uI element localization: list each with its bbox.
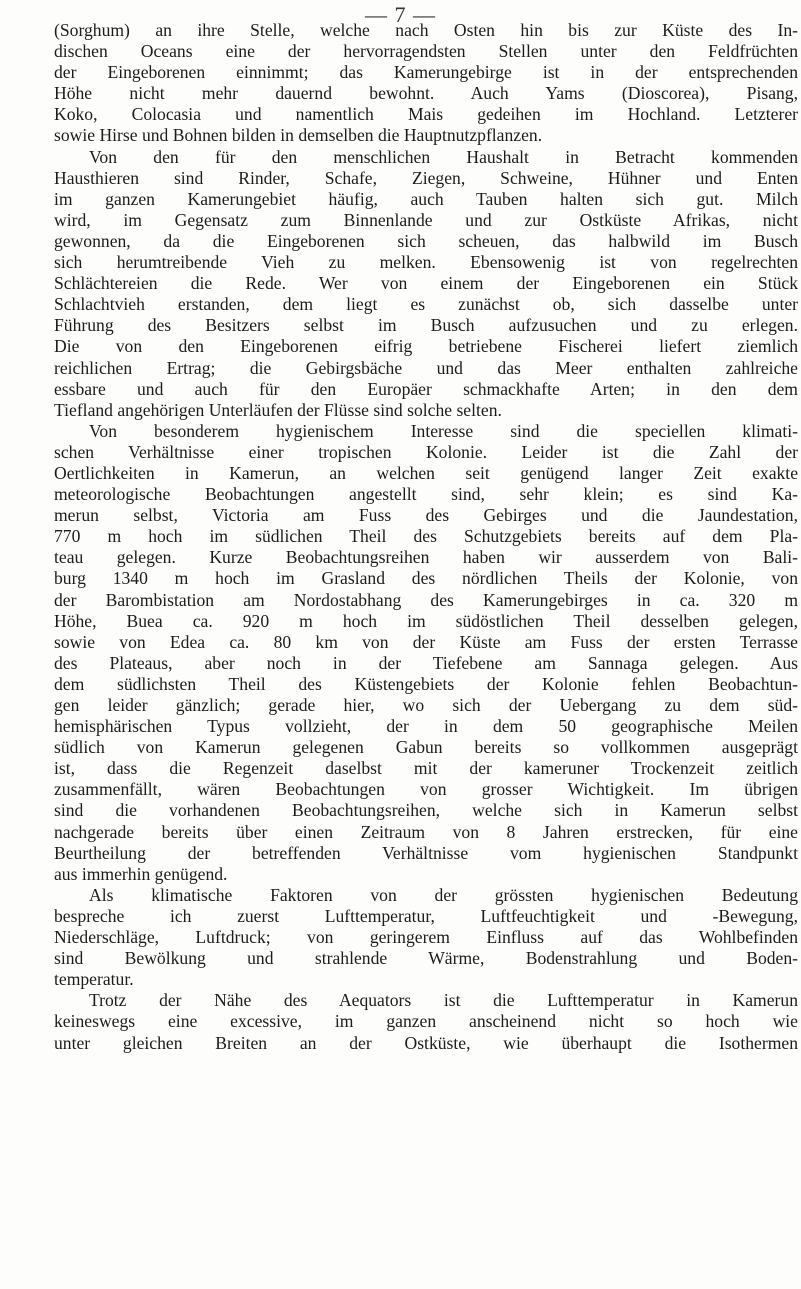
text-line: sich herumtreibende Vieh zu melken. Ebensowenig ist von regelrechten — [54, 252, 798, 273]
text-line: schen Verhältnisse einer tropischen Kolonie. Leider ist die Zahl der — [54, 441, 798, 462]
text-line: Von besonderem hygienischem Interesse sind die speciellen klimati- — [89, 420, 798, 441]
text-line: Oertlichkeiten in Kamerun, an welchen seit genügend langer Zeit exakte — [54, 462, 798, 483]
text-line: unter gleichen Breiten an der Ostküste, wie überhaupt die Isothermen — [54, 1032, 798, 1053]
text-line: temperatur. — [54, 969, 134, 990]
text-line: hemisphärischen Typus vollzieht, der in dem 50 geographische Meilen — [54, 716, 798, 737]
text-line: Hausthieren sind Rinder, Schafe, Ziegen, Schweine, Hühner und Enten — [54, 167, 798, 188]
text-line: merun selbst, Victoria am Fuss des Gebirges und die Jaundestation, — [54, 505, 798, 526]
body-text — [54, 20, 798, 1054]
text-line: der Eingeborenen einnimmt; das Kamerungebirge ist in der entsprechenden — [54, 62, 798, 83]
text-line: Als klimatische Faktoren von der grössten hygienischen Bedeutung — [89, 884, 798, 905]
text-line: südlich von Kamerun gelegenen Gabun bereits so vollkommen ausgeprägt — [54, 737, 798, 758]
text-line: Trotz der Nähe des Aequators ist die Lufttemperatur in Kamerun — [89, 990, 798, 1011]
text-line: wird, im Gegensatz zum Binnenlande und zur Ostküste Afrikas, nicht — [54, 209, 798, 230]
text-line: Von den für den menschlichen Haushalt in Betracht kommenden — [89, 146, 798, 167]
text-line: sind Bewölkung und strahlende Wärme, Bodenstrahlung und Boden- — [54, 948, 798, 969]
text-line: sowie von Edea ca. 80 km von der Küste am Fuss der ersten Terrasse — [54, 631, 798, 652]
text-line: gewonnen, da die Eingeborenen sich scheuen, das halbwild im Busch — [54, 230, 798, 251]
text-line: Höhe, Buea ca. 920 m hoch im südöstlichen Theil desselben gelegen, — [54, 610, 798, 631]
text-line: ist, dass die Regenzeit daselbst mit der kameruner Trockenzeit zeitlich — [54, 758, 798, 779]
text-line: Beurtheilung der betreffenden Verhältnisse vom hygienischen Standpunkt — [54, 842, 798, 863]
text-line: dischen Oceans eine der hervorragendsten Stellen unter den Feldfrüchten — [54, 41, 798, 62]
text-line: bespreche ich zuerst Lufttemperatur, Luftfeuchtigkeit und -Bewegung, — [54, 905, 798, 926]
text-line: der Barombistation am Nordostabhang des Kamerungebirges in ca. 320 m — [54, 589, 798, 610]
text-line: zusammenfällt, wären Beobachtungen von grosser Wichtigkeit. Im übrigen — [54, 779, 798, 800]
text-line: Höhe nicht mehr dauernd bewohnt. Auch Yams (Dioscorea), Pisang, — [54, 83, 798, 104]
text-line: (Sorghum) an ihre Stelle, welche nach Osten hin bis zur Küste des In- — [54, 20, 798, 40]
text-line: nachgerade bereits über einen Zeitraum von 8 Jahren erstrecken, für eine — [54, 821, 798, 842]
text-line: im ganzen Kamerungebiet häufig, auch Tauben halten sich gut. Milch — [54, 188, 798, 209]
text-line: keineswegs eine excessive, im ganzen anscheinend nicht so hoch wie — [54, 1011, 798, 1032]
text-line: gen leider gänzlich; gerade hier, wo sich der Uebergang zu dem süd- — [54, 695, 798, 715]
text-line: sowie Hirse und Bohnen bilden in demselben die Hauptnutzpflanzen. — [54, 125, 543, 146]
text-line: aus immerhin genügend. — [54, 863, 228, 884]
text-line: essbare und auch für den Europäer schmackhafte Arten; in den dem — [54, 378, 798, 399]
text-line: 770 m hoch im südlichen Theil des Schutzgebiets bereits auf dem Pla- — [54, 526, 798, 547]
text-line: Schlachtvieh erstanden, dem liegt es zunächst ob, sich dasselbe unter — [54, 294, 798, 315]
page-number: — 7 — — [365, 2, 436, 27]
text-line: Führung des Besitzers selbst im Busch aufzusuchen und zu erlegen. — [54, 315, 798, 336]
text-line: sind die vorhandenen Beobachtungsreihen, welche sich in Kamerun selbst — [54, 800, 798, 821]
text-line: burg 1340 m hoch im Grasland des nördlichen Theils der Kolonie, von — [54, 568, 798, 589]
text-line: Die von den Eingeborenen eifrig betriebene Fischerei liefert ziemlich — [54, 336, 798, 357]
text-line: Niederschläge, Luftdruck; von geringerem Einfluss auf das Wohlbefinden — [54, 927, 798, 948]
text-line: reichlichen Ertrag; die Gebirgsbäche und das Meer enthalten zahlreiche — [54, 357, 798, 378]
text-line: Schlächtereien die Rede. Wer von einem der Eingeborenen ein Stück — [54, 273, 798, 294]
text-line: des Plateaus, aber noch in der Tiefebene am Sannaga gelegen. Aus — [54, 652, 798, 673]
text-line: Tiefland angehörigen Unterläufen der Flüsse sind solche selten. — [54, 399, 502, 420]
text-line: meteorologische Beobachtungen angestellt sind, sehr klein; es sind Ka- — [54, 484, 798, 505]
text-line: dem südlichsten Theil des Küstengebiets der Kolonie fehlen Beobachtun- — [54, 673, 798, 694]
text-line: teau gelegen. Kurze Beobachtungsreihen haben wir ausserdem von Bali- — [54, 547, 798, 568]
text-line: Koko, Colocasia und namentlich Mais gedeihen im Hochland. Letzterer — [54, 104, 798, 125]
